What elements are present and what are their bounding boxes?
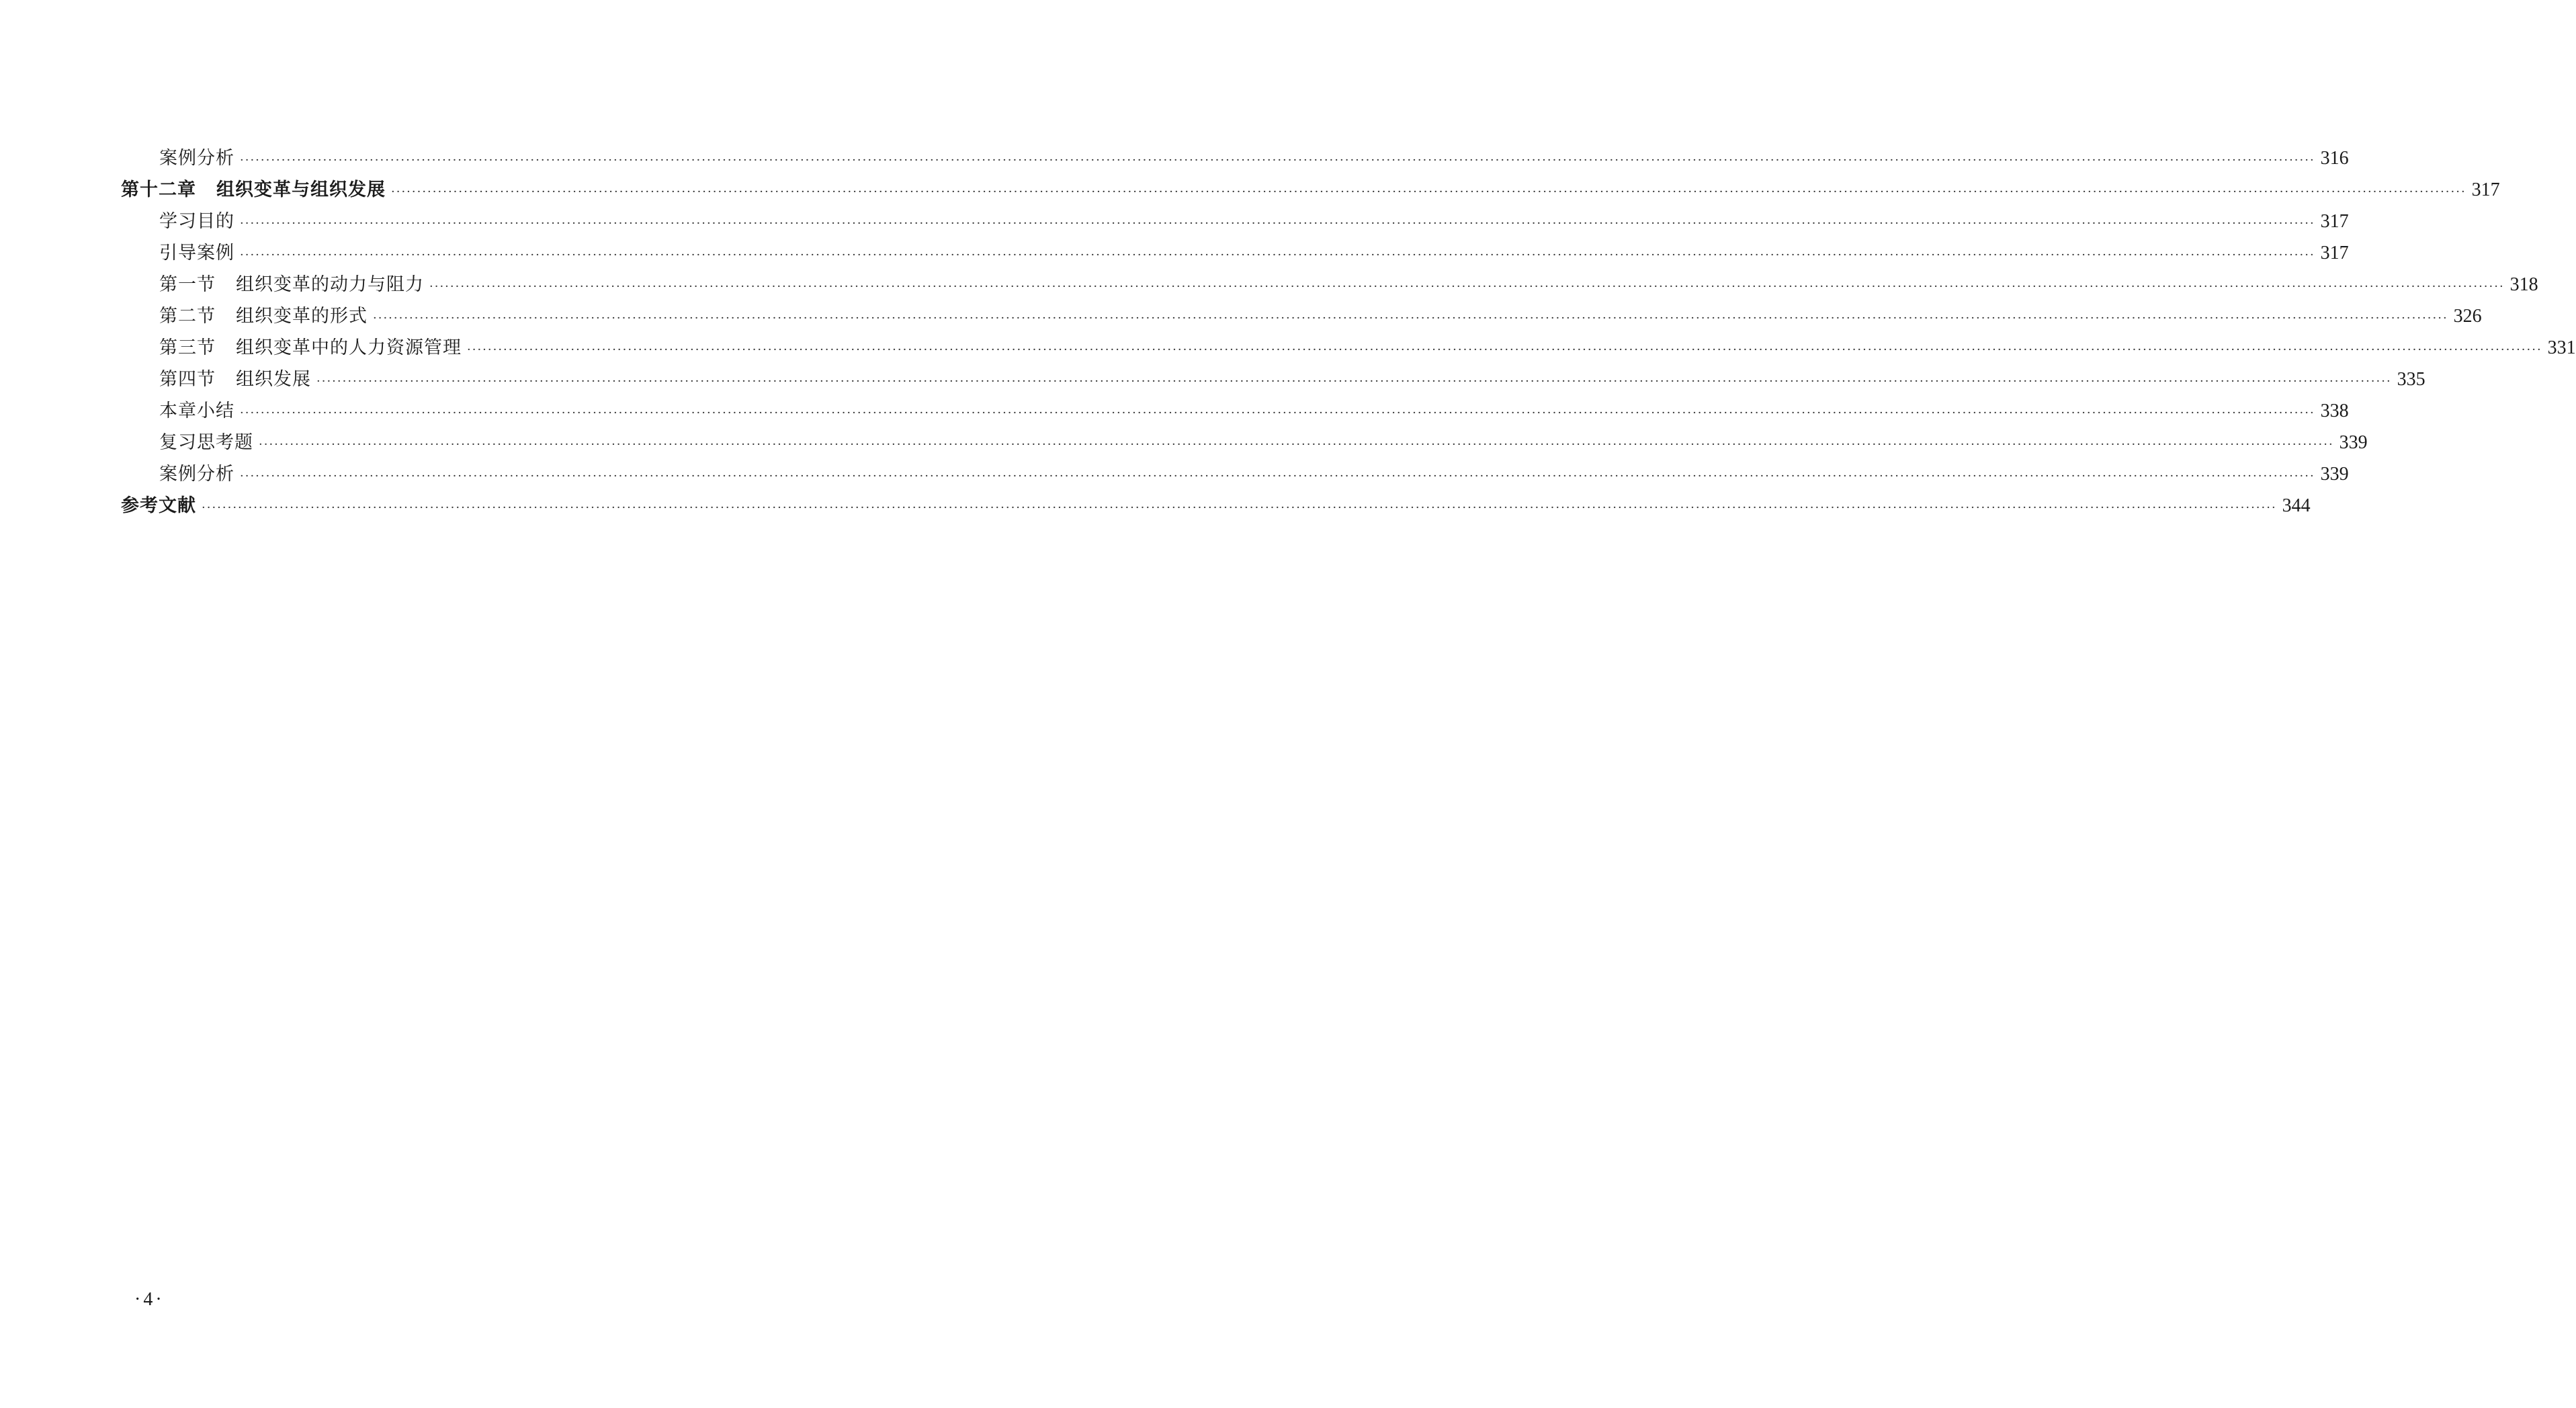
toc-entry-title: 组织变革的动力与阻力 <box>236 274 424 295</box>
toc-entry-page: 316 <box>2320 148 2349 169</box>
toc-section-entry[interactable] <box>121 396 2349 427</box>
toc-entry-prefix: 第十二章 <box>121 179 196 200</box>
toc-entry-page: 338 <box>2320 401 2349 421</box>
toc-entry-page: 317 <box>2471 179 2500 200</box>
toc-entry-title: 引导案例 <box>159 243 234 263</box>
toc-entry-title: 案例分析 <box>159 148 234 169</box>
toc-entry-prefix: 第一节 <box>159 274 216 295</box>
toc-entry-label <box>159 301 368 327</box>
toc-entry-label <box>159 270 424 296</box>
toc-leader-dots: ················································································································································································································································································································································································································ <box>391 185 2466 199</box>
toc-leader-dots: ················································································································································································································································································································································································································ <box>240 406 2315 420</box>
toc-entry-label <box>159 333 462 359</box>
toc-entry-label <box>159 364 311 390</box>
toc-entry-title: 本章小结 <box>159 401 234 421</box>
toc-entry-prefix: 第二节 <box>159 306 216 327</box>
toc-entry-title: 参考文献 <box>121 495 196 516</box>
toc-leader-dots: ················································································································································································································································································································································································································ <box>429 280 2505 294</box>
toc-section-entry[interactable] <box>121 301 2482 333</box>
toc-entry-label <box>159 427 253 454</box>
toc-entry-label <box>159 206 234 233</box>
toc-chapter-entry[interactable] <box>121 175 2500 206</box>
toc-entry-title: 组织变革中的人力资源管理 <box>236 337 462 358</box>
toc-entry-prefix: 第三节 <box>159 337 216 358</box>
toc-section-entry[interactable] <box>121 333 2576 364</box>
toc-leader-dots: ················································································································································································································································································································································································································ <box>467 343 2542 357</box>
toc-leader-dots: ················································································································································································································································································································································································································ <box>240 469 2315 483</box>
toc-leader-dots: ················································································································································································································································································································································································································ <box>240 248 2315 262</box>
toc-leader-dots: ················································································································································································································································································································································································································ <box>240 216 2315 231</box>
toc-section-entry[interactable] <box>121 143 2349 175</box>
page-number: ·4· <box>134 1289 165 1310</box>
toc-entry-title: 案例分析 <box>159 464 234 485</box>
toc-chapter-entry[interactable] <box>121 491 2311 522</box>
toc-leader-dots: ················································································································································································································································································································································································································ <box>259 438 2334 452</box>
toc-section-entry[interactable] <box>121 206 2349 238</box>
toc-entry-label <box>159 238 234 264</box>
toc-entry-title: 组织变革的形式 <box>236 306 368 327</box>
toc-leader-dots: ················································································································································································································································································································································································································ <box>240 153 2315 167</box>
toc-entry-title: 组织发展 <box>236 369 311 390</box>
toc-entry-label <box>159 459 234 485</box>
toc-entry-label <box>121 491 196 517</box>
toc-leader-dots: ················································································································································································································································································································································································································ <box>373 311 2448 325</box>
toc-entry-page: 339 <box>2320 464 2349 485</box>
toc-entry-prefix: 第四节 <box>159 369 216 390</box>
toc-section-entry[interactable] <box>121 270 2538 301</box>
toc-leader-dots: ················································································································································································································································································································································································································ <box>316 374 2392 388</box>
toc-entry-page: 344 <box>2282 495 2311 516</box>
toc-entry-page: 317 <box>2320 211 2349 232</box>
toc-entry-page: 331 <box>2547 337 2576 358</box>
toc-entry-page: 339 <box>2339 432 2368 453</box>
toc-entry-page: 318 <box>2509 274 2538 295</box>
toc-entry-title: 组织变革与组织发展 <box>216 179 386 200</box>
toc-section-entry[interactable] <box>121 364 2425 396</box>
toc-entry-label <box>159 396 234 422</box>
toc-leader-dots: ················································································································································································································································································································································································································ <box>202 501 2277 515</box>
table-of-contents <box>121 143 2576 522</box>
toc-entry-page: 335 <box>2397 369 2425 390</box>
toc-section-entry[interactable] <box>121 427 2368 459</box>
toc-entry-label <box>121 175 386 201</box>
toc-entry-title: 学习目的 <box>159 211 234 232</box>
toc-section-entry[interactable] <box>121 238 2349 270</box>
toc-entry-label <box>159 143 234 169</box>
toc-entry-page: 317 <box>2320 243 2349 263</box>
toc-section-entry[interactable] <box>121 459 2349 491</box>
toc-entry-title: 复习思考题 <box>159 432 253 453</box>
toc-entry-page: 326 <box>2453 306 2482 327</box>
